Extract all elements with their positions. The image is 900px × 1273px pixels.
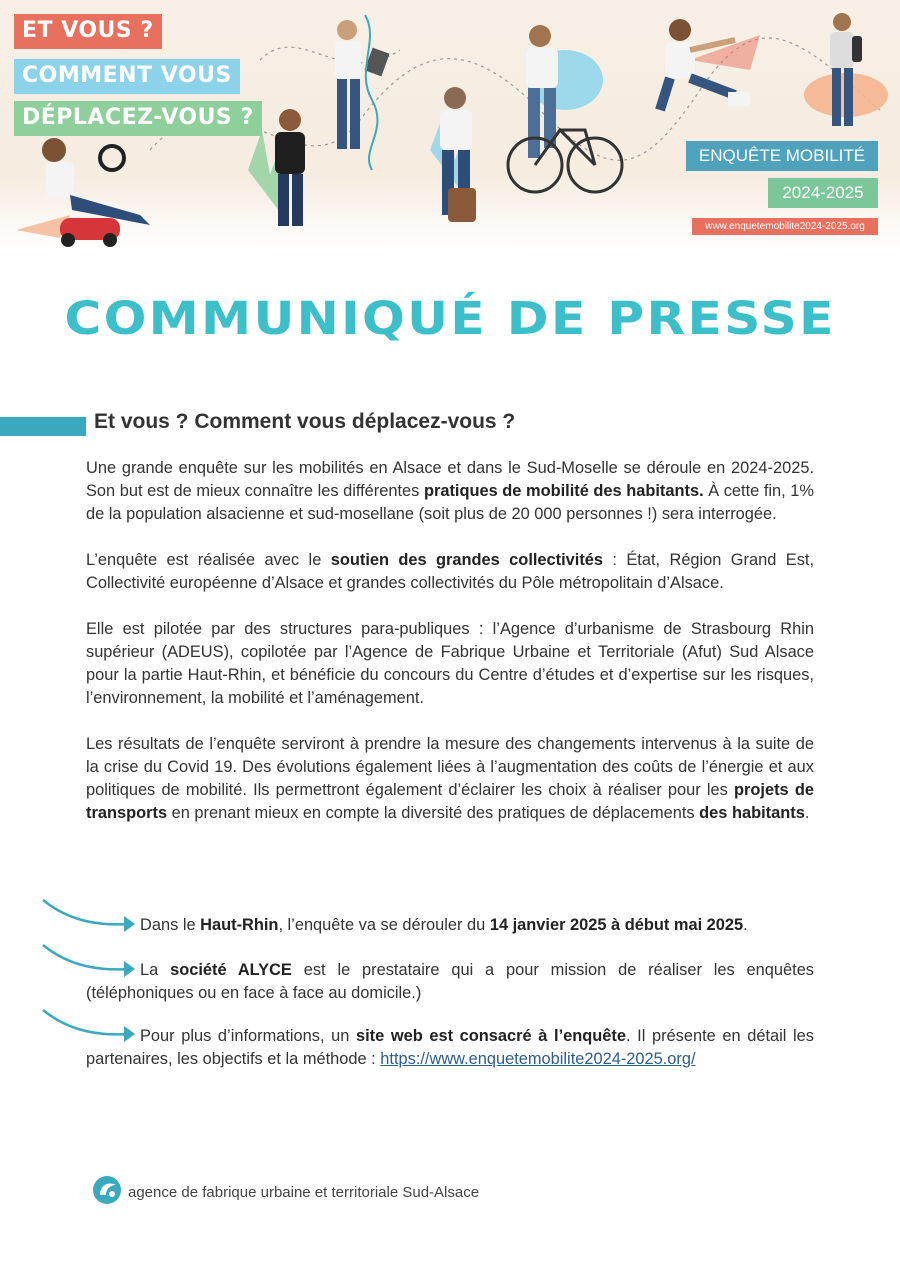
enquete-url-badge[interactable]: www.enquetemobilite2024-2025.org	[692, 218, 878, 235]
section-title: Et vous ? Comment vous déplacez-vous ?	[94, 410, 516, 433]
paragraph-1: Une grande enquête sur les mobilités en Alsace et dans le Sud-Moselle se déroule en 2024-2025. Son but est de mieux connaître les différentes pratiques de mobilité des habitants. À cette fin, 1% de la population alsacienne et sud-mosellane (soit plus de 20 000 personnes !) sera interrogée.	[86, 459, 814, 523]
paragraph-4: Les résultats de l’enquête serviront à prendre la mesure des changements intervenus à la suite de la crise du Covid 19. Des évolutions également liées à l’augmentation des coûts de l’énergie et aux politiques de mobilité. Ils permettront également d’éclairer les choix à réaliser pour les projets de transports en prenant mieux en compte la diversité des pratiques de déplacements des habitants.	[86, 735, 814, 822]
header-banner	[0, 0, 900, 250]
paragraph-2: L’enquête est réalisée avec le soutien des grandes collectivités : État, Région Grand Est, Collectivité européenne d’Alsace et grandes collectivités du Pôle métropolitain d’Alsace.	[86, 551, 814, 592]
body-text	[86, 457, 814, 848]
enquete-mobilite-label: ENQUÊTE MOBILITÉ	[686, 141, 878, 171]
afut-logo-icon	[92, 1175, 122, 1205]
page-title: COMMUNIQUÉ DE PRESSE	[64, 292, 836, 345]
person-tablet	[335, 15, 390, 170]
banner-tag-et-vous: ET VOUS ?	[14, 14, 162, 49]
section-accent-bar	[0, 417, 86, 436]
website-link[interactable]: https://www.enquetemobilite2024-2025.org/	[380, 1050, 696, 1068]
person-bag	[440, 87, 476, 222]
person-jacket	[275, 109, 305, 226]
banner-tag-deplacez-vous: DÉPLACEZ-VOUS ?	[14, 101, 262, 136]
bullet-prestataire: La société ALYCE est le prestataire qui a pour mission de réaliser les enquêtes (téléphoniques ou en face à face au domicile.)	[86, 961, 815, 1002]
enquete-years-label: 2024-2025	[768, 178, 878, 208]
paragraph-3: Elle est pilotée par des structures para-publiques : l’Agence d’urbanisme de Strasbourg Rhin supérieur (ADEUS), copilotée par l’Agence de Fabrique Urbaine et Territoriale (Afut) Sud Alsace pour la partie Haut-Rhin, et bénéficie du concours du Centre d’études et d’expertise sur les risques, l’environnement, la mobilité et l’aménagement.	[86, 620, 814, 707]
banner-tag-comment-vous: COMMENT VOUS	[14, 59, 240, 94]
bullet-dates: Dans le Haut-Rhin, l’enquête va se dérouler du 14 janvier 2025 à début mai 2025.	[140, 916, 748, 934]
bullet-website: Pour plus d’informations, un site web est consacré à l’enquête. Il présente en détail les partenaires, les objectifs et la méthode : https://www.enquetemobilite2024-2025.org/	[86, 1027, 814, 1068]
footer-org-name: agence de fabrique urbaine et territoriale Sud-Alsace	[128, 1184, 480, 1201]
